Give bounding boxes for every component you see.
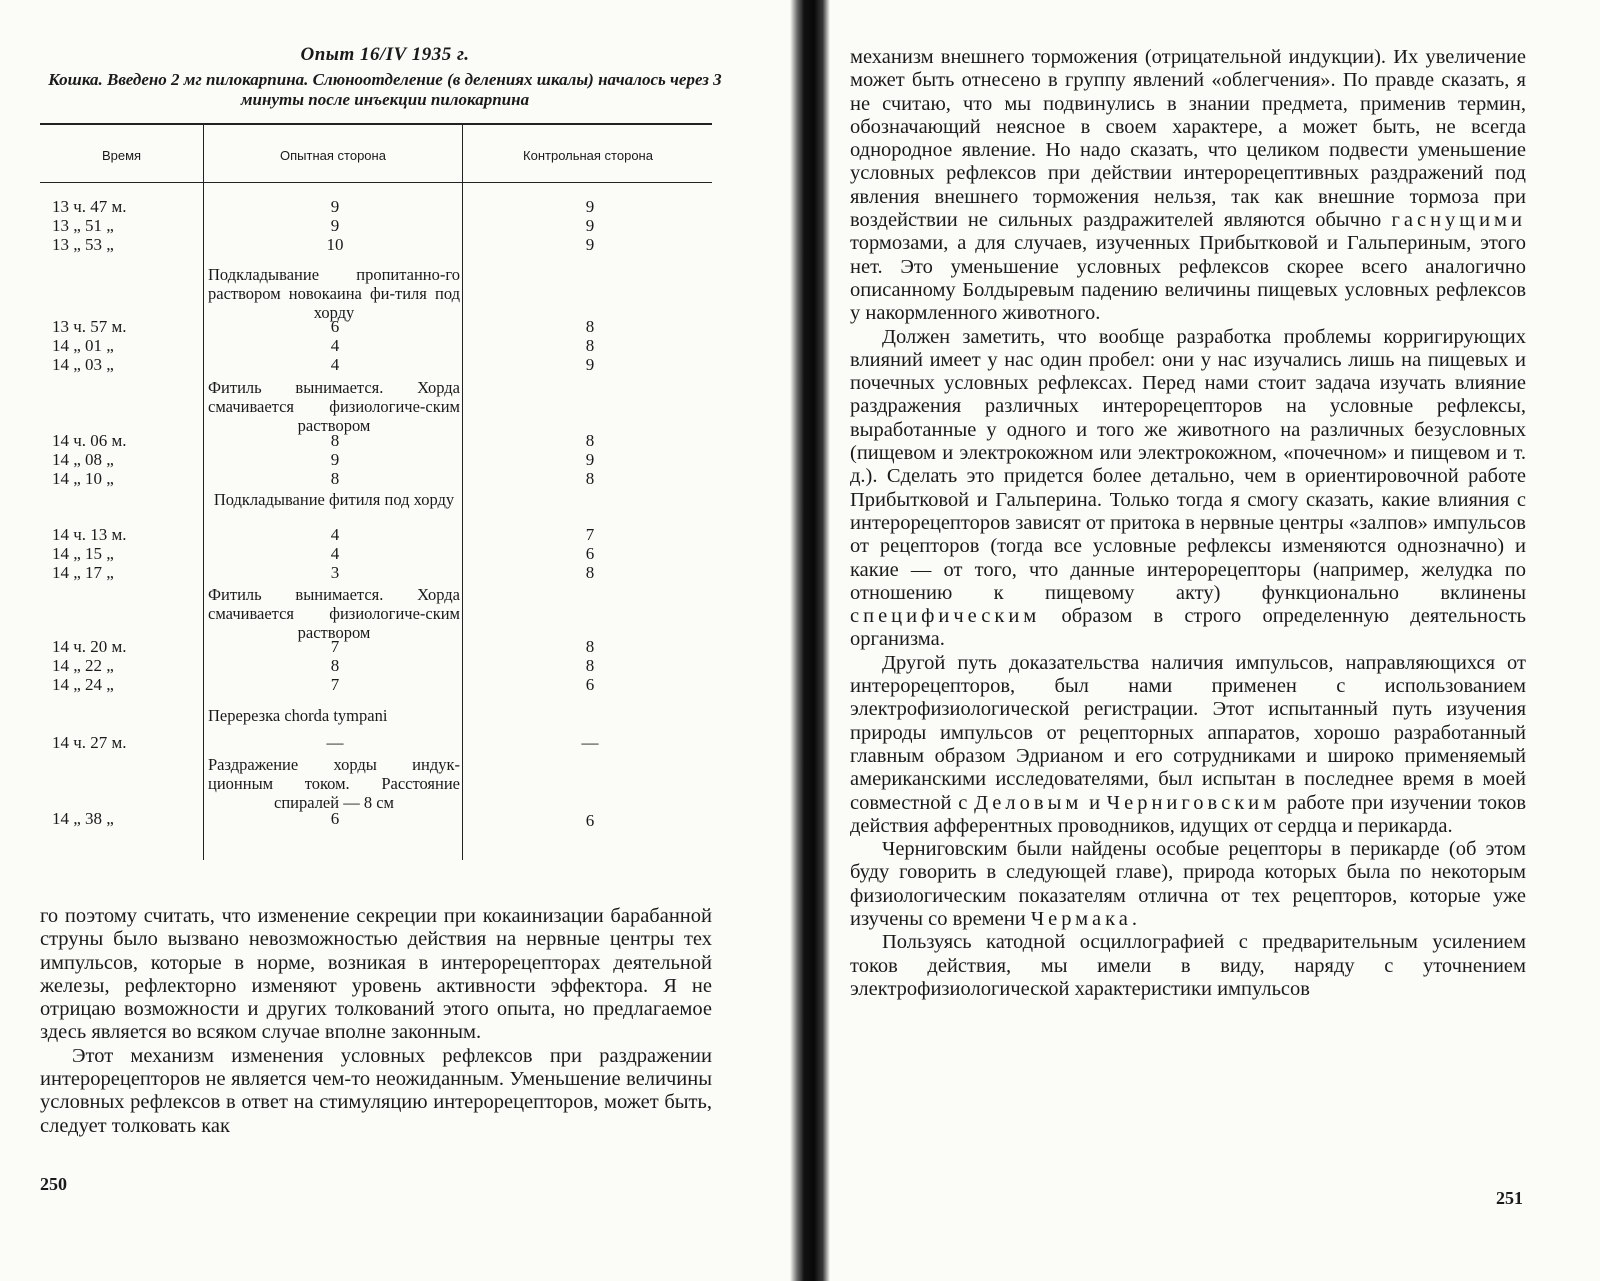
table-cell-time: 14 ч. 13 м. bbox=[52, 525, 127, 544]
table-cell-exp: 8 bbox=[330, 656, 340, 675]
table-note: Раздражение хорды индук-ционным током. Расстояние спиралей — 8 см bbox=[208, 755, 460, 812]
table-cell-exp: 6 bbox=[330, 809, 340, 828]
table-cell-time: 14 „ 24 „ bbox=[52, 675, 114, 694]
column-divider bbox=[203, 123, 204, 860]
table-cell-time: 14 ч. 20 м. bbox=[52, 637, 127, 656]
table-cell-exp: 4 bbox=[330, 355, 340, 374]
table-cell-ctl: 9 bbox=[585, 235, 595, 254]
table-cell-exp: 10 bbox=[326, 235, 344, 254]
table-cell-ctl: 8 bbox=[585, 336, 595, 355]
table-cell-ctl: 9 bbox=[585, 216, 595, 235]
table-cell-exp: 4 bbox=[330, 525, 340, 544]
table-cell-time: 13 „ 53 „ bbox=[52, 235, 114, 254]
table-cell-ctl: 8 bbox=[585, 317, 595, 336]
table-cell-ctl: 8 bbox=[585, 431, 595, 450]
paragraph: Пользуясь катодной осциллографией с предварительным усилением токов действия, мы имели в виду, наряду с уточнением электрофизиологической характеристики импульсов bbox=[850, 931, 1526, 1000]
table-cell-exp: 9 bbox=[330, 450, 340, 469]
table-cell-exp: 8 bbox=[330, 469, 340, 488]
table-cell-exp: 4 bbox=[330, 544, 340, 563]
table-cell-exp: 6 bbox=[330, 317, 340, 336]
body-text bbox=[40, 905, 712, 1138]
body-text bbox=[850, 46, 1526, 1001]
table-cell-ctl: 6 bbox=[585, 811, 595, 830]
emphasis-spaced: Черниговским bbox=[1106, 791, 1281, 814]
paragraph: го поэтому считать, что изменение секреции при кокаинизации барабанной струны было вызвано невозможностью действия на нервные центры тех импульсов, которые в норме, возникая в интерорецепторах деятельной железы, рефлекторно изменяют уровень активности эффектора. Я не отрицаю возможности и других толкований этого опыта, но предлагаемое здесь является во всяком случае вполне законным. bbox=[40, 905, 712, 1044]
table-cell-exp: 9 bbox=[330, 197, 340, 216]
left-page bbox=[0, 0, 790, 1281]
table-cell-ctl: 9 bbox=[585, 355, 595, 374]
column-divider bbox=[462, 123, 463, 860]
emphasis-spaced: гаснущими bbox=[1391, 209, 1526, 232]
table-cell-exp: 9 bbox=[330, 216, 340, 235]
table-cell-time: 14 ч. 27 м. bbox=[52, 733, 127, 752]
page-number: 251 bbox=[1496, 1188, 1523, 1208]
right-page bbox=[830, 0, 1600, 1281]
table-cell-exp: 8 bbox=[330, 431, 340, 450]
table-cell-ctl: 8 bbox=[585, 637, 595, 656]
column-header: Контрольная сторона bbox=[523, 148, 653, 163]
table-top-rule bbox=[40, 123, 712, 125]
table-cell-ctl: 7 bbox=[585, 525, 595, 544]
table-cell-ctl: 8 bbox=[585, 656, 595, 675]
table-cell-ctl: 6 bbox=[585, 544, 595, 563]
table-cell-time: 14 „ 38 „ bbox=[52, 809, 114, 828]
paragraph: механизм внешнего торможения (отрицательной индукции). Их увеличение может быть отнесено в группу явлений «облегчения». По правде сказать, я не считаю, что мы подвинулись в знании предмета, применив термин, обозначающий неясное в своем характере, а может быть, не всегда однородное явление. Но надо сказать, что целиком подвести уменьшение условных рефлексов при действии интерорецептивных раздражений под явления внешнего торможения нельзя, так как внешние тормоза при воздействии не сильных раздражителей являются обычно гаснущими тормозами, а для случаев, изученных Прибытковой и Гальпериным, этого нет. Это уменьшение условных рефлексов скорее всего аналогично описанному Болдыревым падению величины пищевых условных рефлексов у накормленного животного. bbox=[850, 46, 1526, 325]
table-cell-exp: 4 bbox=[330, 336, 340, 355]
table-cell-time: 13 „ 51 „ bbox=[52, 216, 114, 235]
table-cell-time: 14 ч. 06 м. bbox=[52, 431, 127, 450]
page-number: 250 bbox=[40, 1174, 67, 1194]
table-cell-exp: — bbox=[326, 733, 344, 752]
table-cell-time: 14 „ 03 „ bbox=[52, 355, 114, 374]
table-header bbox=[40, 44, 730, 110]
table-note: Перерезка chorda tympani bbox=[208, 706, 388, 725]
book-gutter bbox=[790, 0, 830, 1281]
table-note: Фитиль вынимается. Хорда смачивается физиологиче-ским раствором bbox=[208, 585, 460, 642]
table-note: Фитиль вынимается. Хорда смачивается физиологиче-ским раствором bbox=[208, 378, 460, 435]
table-cell-ctl: 9 bbox=[585, 197, 595, 216]
table-cell-ctl: 8 bbox=[585, 563, 595, 582]
paragraph: Должен заметить, что вообще разработка проблемы корригирующих влияний имеет у нас один пробел: они у нас изучались лишь на пищевых и почечных условных рефлексах. Перед нами стоит задача изучать влияние раздражения различных интерорецепторов на условные рефлексы, выработанные у одного и того же животного на различных безусловных (пищевом и электрокожном или электрокожном, «почечном» и пищевом и т. д.). Сделать это придется более детально, чем в ориентировочной работе Прибытковой и Гальперина. Только тогда я смогу сказать, какие влияния с интерорецепторов зависят от притока в нервные центры «залпов» импульсов от рецепторов (тогда все условные рефлексы изменяются однозначно) и какие — от того, что данные интерорецепторы (например, желудка по отношению к пищевому акту) функционально вклинены специфическим образом в строго определенную деятельность организма. bbox=[850, 325, 1527, 651]
table-cell-exp: 3 bbox=[330, 563, 340, 582]
table-cell-exp: 7 bbox=[330, 675, 340, 694]
table-cell-exp: 7 bbox=[330, 637, 340, 656]
table-cell-ctl: 8 bbox=[585, 469, 595, 488]
table-cell-time: 14 „ 10 „ bbox=[52, 469, 114, 488]
table-cell-ctl: — bbox=[581, 733, 599, 752]
table-caption: Кошка. Введено 2 мг пилокарпина. Слюноотделение (в делениях шкалы) началось через 3 минуты после инъекции пилокарпина bbox=[48, 70, 722, 109]
column-header: Время bbox=[101, 148, 142, 163]
paragraph: Другой путь доказательства наличия импульсов, направляющихся от интерорецепторов, был нами применен с использованием электрофизиологической регистрации. Этот испытанный путь изучения природы импульсов от рецепторных аппаратов, хорошо разработанный главным образом Эдрианом и его сотрудниками и широко применяемый американскими исследователями, был испытан в последнее время в моей совместной с Деловым и Черниговским работе при изучении токов действия афферентных проводников, идущих от сердца и перикарда. bbox=[850, 651, 1527, 837]
emphasis-spaced: Деловым bbox=[974, 791, 1083, 814]
emphasis-spaced: Чермака bbox=[1030, 907, 1132, 930]
table-cell-time: 14 „ 08 „ bbox=[52, 450, 114, 469]
table-cell-time: 14 „ 17 „ bbox=[52, 563, 114, 582]
column-header: Опытная сторона bbox=[280, 148, 386, 163]
table-note: Подкладывание пропитанно-го раствором новокаина фи-тиля под хорду bbox=[208, 265, 460, 322]
table-title: Опыт 16/IV 1935 г. bbox=[300, 44, 470, 65]
table-cell-time: 14 „ 01 „ bbox=[52, 336, 114, 355]
table-note: Подкладывание фитиля под хорду bbox=[213, 490, 455, 509]
emphasis-spaced: специфическим bbox=[850, 605, 1041, 628]
paragraph: Черниговским были найдены особые рецепторы в перикарде (об этом буду говорить в следующей главе), природа которых была по некоторым физиологическим показателям отлична от тех рецепторов, которые уже изучены со времени Чермака. bbox=[850, 838, 1526, 930]
paragraph: Этот механизм изменения условных рефлексов при раздражении интерорецепторов не является чем-то неожиданным. Уменьшение величины условных рефлексов в ответ на стимуляцию интерорецепторов, может быть, следует толковать как bbox=[40, 1044, 712, 1137]
table-cell-time: 14 „ 15 „ bbox=[52, 544, 114, 563]
table-cell-time: 13 ч. 57 м. bbox=[52, 317, 127, 336]
table-cell-ctl: 9 bbox=[585, 450, 595, 469]
table-cell-time: 14 „ 22 „ bbox=[52, 656, 114, 675]
table-cell-ctl: 6 bbox=[585, 675, 595, 694]
table-head-rule bbox=[40, 182, 712, 183]
table-cell-time: 13 ч. 47 м. bbox=[52, 197, 127, 216]
